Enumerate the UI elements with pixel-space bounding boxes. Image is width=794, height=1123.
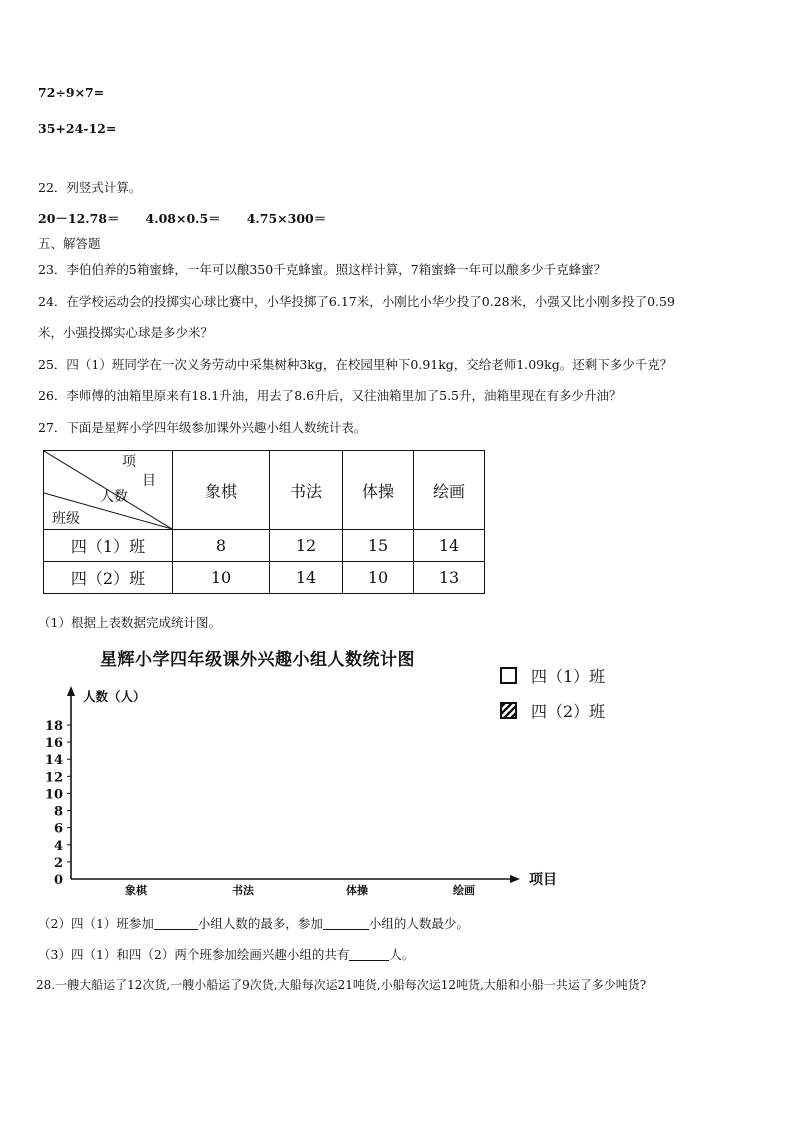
q22-item-3: 4.75×300＝ [246,211,327,226]
question-24-line-1: 24．在学校运动会的投掷实心球比赛中，小华投掷了6.17米，小刚比小华少投了0.28米，小强又比小刚多投了0.59 [38,294,675,309]
y-tick-label: 16 [44,736,63,752]
answer-blank[interactable] [349,948,389,961]
table-cell: 10 [173,562,270,594]
legend-swatch-empty [500,667,517,684]
column-header: 体操 [343,451,414,530]
sub2-text-a: （2）四（1）班参加 [38,916,154,931]
legend-label: 四（2）班 [531,702,606,721]
table-cell: 14 [270,562,343,594]
y-tick-label: 0 [53,873,63,888]
q22-item-2: 4.08×0.5＝ [145,211,221,226]
row-label: 四（1）班 [44,530,173,562]
question-22-title: 22．列竖式计算。 [38,180,142,195]
legend-swatch-hatched [500,702,517,719]
x-tick-label: 书法 [232,884,254,897]
sub2-text-b: 小组人数的最多，参加 [197,916,323,931]
y-tick-label: 18 [44,719,63,734]
x-tick-label: 象棋 [125,884,147,897]
expression-1: 72÷9×7= [38,85,105,100]
table-corner-cell [44,451,173,530]
q22-item-1: 20－12.78＝ [38,211,120,226]
question-24-line-2: 米，小强投掷实心球是多少米？ [38,325,214,340]
y-tick-label: 10 [44,787,63,803]
question-23: 23．李伯伯养的5箱蜜蜂，一年可以酿350千克蜂蜜。照这样计算，7箱蜜蜂一年可以酿多少千克蜂蜜？ [38,262,607,277]
corner-item-label: 项 [122,454,136,470]
table-cell: 13 [414,562,485,594]
x-axis-arrow [510,875,520,883]
y-axis-arrow [67,686,75,696]
section-title: 五、解答题 [38,236,101,251]
y-tick-label: 6 [53,821,63,837]
corner-class-label: 班级 [52,511,80,527]
answer-blank[interactable] [154,917,198,930]
column-header: 象棋 [173,451,270,530]
legend-item-class-2 [500,699,605,722]
chart-title: 星辉小学四年级课外兴趣小组人数统计图 [100,650,415,670]
question-27-sub-2 [38,914,469,932]
table-cell: 14 [414,530,485,562]
column-header: 书法 [270,451,343,530]
expression-2: 35+24-12= [38,121,117,136]
corner-count-label: 人数 [100,489,128,505]
sub3-text-b: 人。 [389,947,415,962]
sub3-text-a: （3）四（1）和四（2）两个班参加绘画兴趣小组的共有 [38,947,350,962]
question-27-sub-1: （1）根据上表数据完成统计图。 [38,615,221,630]
y-tick-label: 2 [53,855,63,871]
x-tick-label: 绘画 [453,884,475,897]
table-cell: 8 [173,530,270,562]
legend-item-class-1 [500,664,605,687]
question-25: 25．四（1）班同学在一次义务劳动中采集树种3kg，在校园里种下0.91kg，交给老师1.09kg。还剩下多少千克？ [38,357,673,372]
question-22-items [38,209,326,227]
y-axis-label: 人数（人） [83,689,146,704]
stats-table [43,450,485,594]
y-tick-label: 12 [44,770,63,786]
question-26: 26．李师傅的油箱里原来有18.1升油，用去了8.6升后，又往油箱里加了5.5升，油箱里现在有多少升油？ [38,388,622,403]
question-28: 28.一艘大船运了12次货,一艘小船运了9次货,大船每次运21吨货,小船每次运12吨货,大船和小船一共运了多少吨货? [36,978,647,992]
y-tick-label: 8 [53,804,63,820]
x-tick-label: 体操 [346,884,368,897]
table-cell: 15 [343,530,414,562]
y-tick-label: 4 [53,838,63,854]
x-axis-label: 项目 [529,872,557,888]
legend-label: 四（1）班 [531,667,606,686]
table-cell: 12 [270,530,343,562]
table-cell: 10 [343,562,414,594]
question-27-sub-3 [38,945,414,963]
answer-blank[interactable] [323,917,369,930]
question-27-title: 27．下面是星辉小学四年级参加课外兴趣小组人数统计表。 [38,420,367,435]
column-header: 绘画 [414,451,485,530]
corner-item-label-2: 目 [142,473,156,489]
row-label: 四（2）班 [44,562,173,594]
sub2-text-c: 小组的人数最少。 [368,916,469,931]
y-tick-label: 14 [44,753,63,769]
